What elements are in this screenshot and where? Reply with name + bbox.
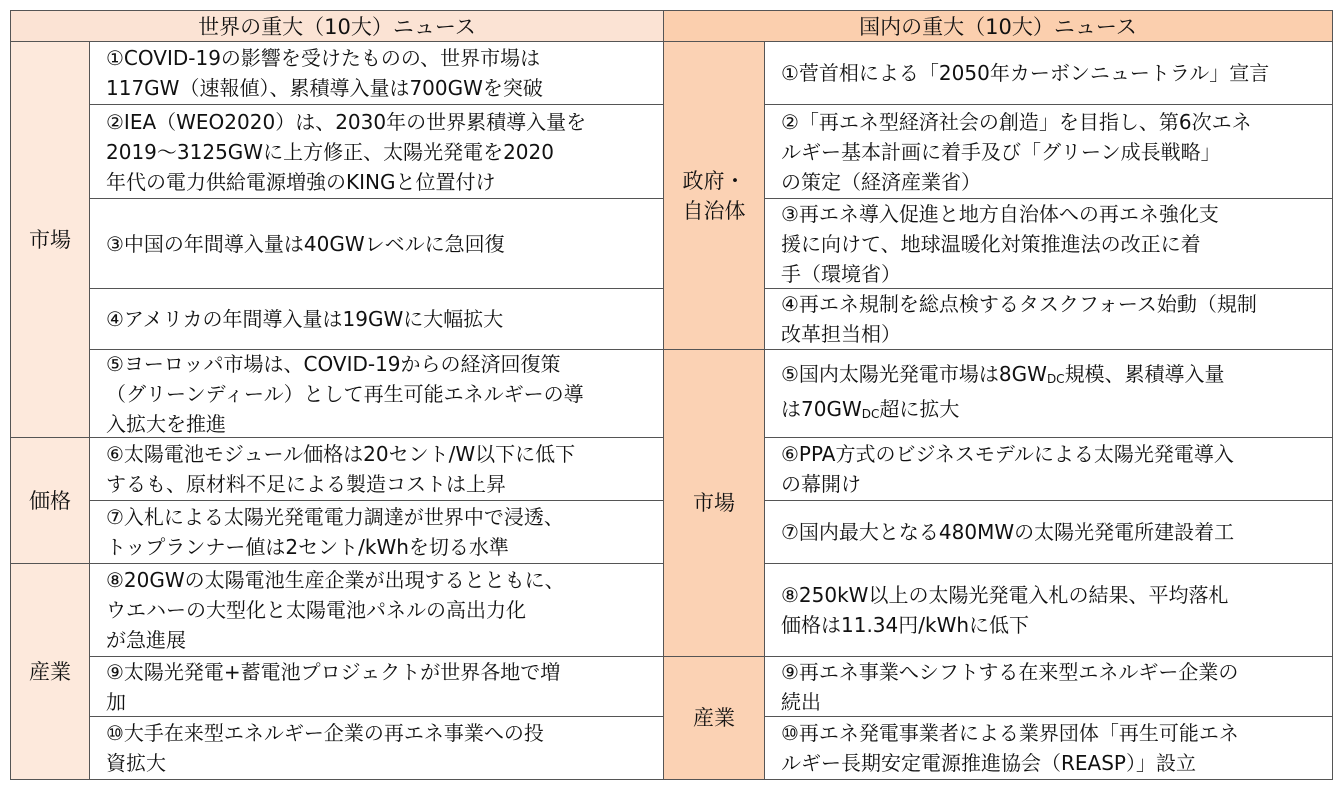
world-news-item-3: ③中国の年間導入量は40GWレベルに急回復 [89, 198, 664, 289]
world-news-item-8: ⑧20GWの太陽電池生産企業が出現するとともに、 ウエハーの大型化と太陽電池パネルの高出力化 が急進展 [89, 563, 664, 657]
domestic-news-item-3: ③再エネ導入促進と地方自治体への再エネ強化支 援に向けて、地球温暖化対策推進法の改正に着 手（環境省） [764, 198, 1333, 289]
domestic-news-item-4: ④再エネ規制を総点検するタスクフォース始動（規制 改革担当相） [764, 288, 1333, 350]
world-news-header: 世界の重大（10大）ニュース [10, 10, 664, 42]
world-news-item-10: ⑩大手在来型エネルギー企業の再エネ事業への投 資拡大 [89, 716, 664, 780]
domestic-news-header: 国内の重大（10大）ニュース [663, 10, 1333, 42]
world-news-item-1: ①COVID-19の影響を受けたものの、世界市場は 117GW（速報値）、累積導入量は700GWを突破 [89, 41, 664, 105]
world-news-item-7: ⑦入札による太陽光発電電力調達が世界中で浸透、 トップランナー値は2セント/kWhを切る水準 [89, 500, 664, 564]
domestic-news-item-2: ②「再エネ型経済社会の創造」を目指し、第6次エネ ルギー基本計画に着手及び「グリーン成長戦略」 の策定（経済産業省） [764, 104, 1333, 199]
domestic-news-item-9: ⑨再エネ事業へシフトする在来型エネルギー企業の 続出 [764, 656, 1333, 717]
domestic-category-industry: 産業 [663, 656, 765, 780]
domestic-news-item-8: ⑧250kW以上の太陽光発電入札の結果、平均落札 価格は11.34円/kWhに低下 [764, 563, 1333, 657]
world-category-industry: 産業 [10, 563, 90, 780]
world-news-item-2: ②IEA（WEO2020）は、2030年の世界累積導入量を 2019～3125GWに上方修正、太陽光発電を2020 年代の電力供給電源増強のKINGと位置付け [89, 104, 664, 199]
domestic-news-item-5 [764, 349, 1333, 438]
domestic-news-item-6: ⑥PPA方式のビジネスモデルによる太陽光発電導入 の幕開け [764, 437, 1333, 501]
world-news-item-9: ⑨太陽光発電+蓄電池プロジェクトが世界各地で増 加 [89, 656, 664, 717]
world-news-item-6: ⑥太陽電池モジュール価格は20セント/W以下に低下 するも、原材料不足による製造コストは上昇 [89, 437, 664, 501]
world-news-item-4: ④アメリカの年間導入量は19GWに大幅拡大 [89, 288, 664, 350]
domestic-news-item-7: ⑦国内最大となる480MWの太陽光発電所建設着工 [764, 500, 1333, 564]
domestic-news-item-5-text: ⑤国内太陽光発電市場は$8GW_{DC}$規模、累積導入量 は$70GW_{DC}$超に拡大 [781, 361, 1225, 421]
domestic-category-government: 政府・ 自治体 [663, 41, 765, 350]
domestic-news-item-1: ①菅首相による「2050年カーボンニュートラル」宣言 [764, 41, 1333, 105]
world-category-price: 価格 [10, 437, 90, 564]
domestic-category-market: 市場 [663, 349, 765, 657]
domestic-news-item-10: ⑩再エネ発電事業者による業界団体「再生可能エネ ルギー長期安定電源推進協会（REASP）」設立 [764, 716, 1333, 780]
world-category-market: 市場 [10, 41, 90, 438]
world-news-item-5: ⑤ヨーロッパ市場は、COVID-19からの経済回復策 （グリーンディール）として再生可能エネルギーの導 入拡大を推進 [89, 349, 664, 438]
